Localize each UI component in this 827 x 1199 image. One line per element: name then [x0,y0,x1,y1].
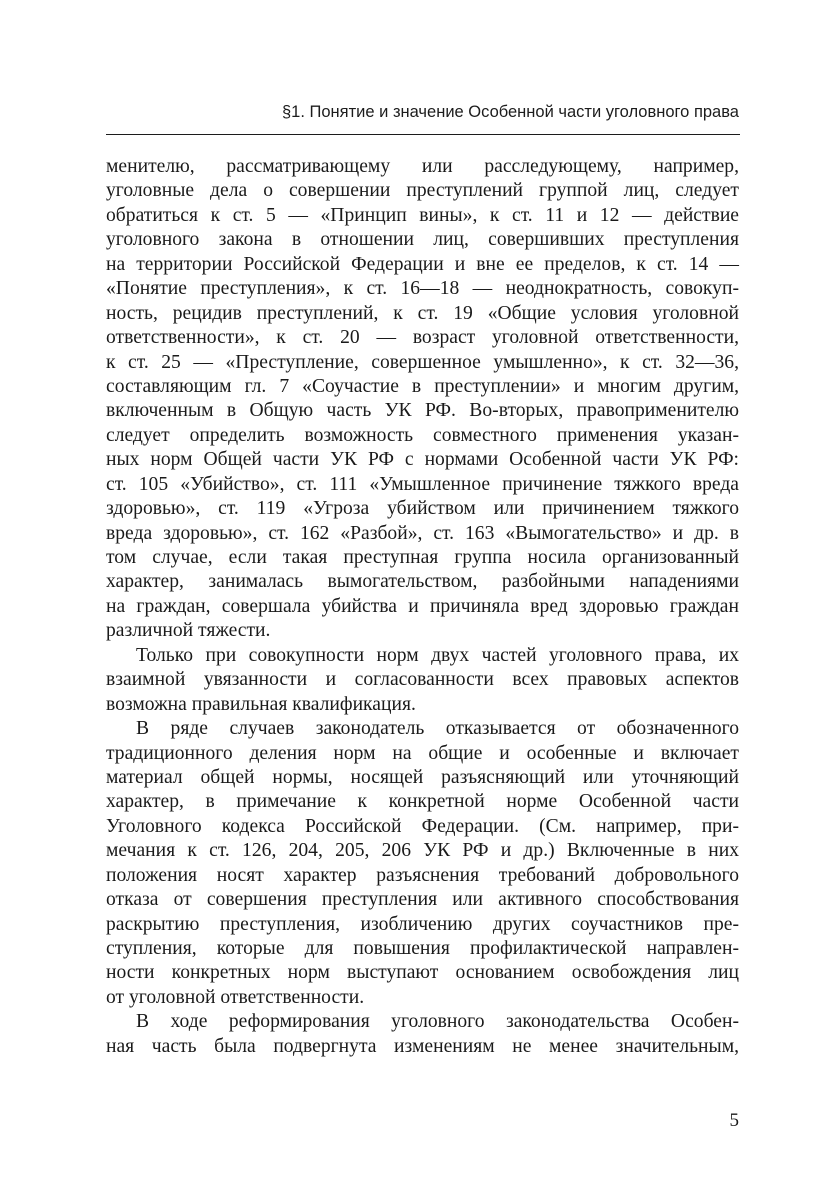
text-line: составляющим гл. 7 «Соучастие в преступлении» и многим другим, [106,375,739,397]
text-line: том случае, если такая преступная группа носила организованный [106,547,739,568]
text-line: следует определить возможность совместного применения указан- [106,424,739,446]
text-line: отказа от совершения преступления или активного способствования [106,889,739,911]
text-line: мечания к ст. 126, 204, 205, 206 УК РФ и др.) Включенные в них [106,840,739,862]
paragraph-end-line: возможна правильная квалификация. [106,693,416,715]
text-line: положения носят характер разъяснения требований добровольного [106,864,739,886]
text-line: ность, рецидив преступлений, к ст. 19 «Общие условия уголовной [106,302,739,324]
text-line: Уголовного кодекса Российской Федерации. (См. например, при- [106,815,739,837]
text-line: уголовного закона в отношении лиц, совершивших преступления [106,229,739,251]
text-line: ности конкретных норм выступают основанием освобождения лиц [106,962,739,984]
text-line: к ст. 25 — «Преступление, совершенное умышленно», к ст. 32—36, [106,351,739,373]
text-line: на территории Российской Федерации и вне ее пределов, к ст. 14 — [106,253,739,275]
text-line: менителю, рассматривающему или расследующему, например, [106,156,739,177]
paragraph-end-line: различной тяжести. [106,620,271,642]
text-line: ных норм Общей части УК РФ с нормами Особенной части УК РФ: [106,449,739,471]
paragraph-first-line: Только при совокупности норм двух частей уголовного права, их [136,644,739,666]
text-line: взаимной увязанности и согласованности всех правовых аспектов [106,669,739,691]
running-header: §1. Понятие и значение Особенной части уголовного права [282,103,739,121]
text-line: обратиться к ст. 5 — «Принцип вины», к ст. 11 и 12 — действие [106,204,739,226]
paragraph-first-line: В ходе реформирования уголовного законодательства Особен- [136,1011,739,1033]
text-line: на граждан, совершала убийства и причиняла вред здоровью граждан [106,595,739,617]
text-line: уголовные дела о совершении преступлений группой лиц, следует [106,180,739,202]
text-line: материал общей нормы, носящей разъясняющий или уточняющий [106,766,739,788]
page-number: 5 [729,1110,739,1131]
text-line: здоровью», ст. 119 «Угроза убийством или причинением тяжкого [106,498,739,520]
header-rule [106,134,740,135]
text-line: раскрытию преступления, изобличению других соучастников пре- [106,913,739,935]
text-line: ступления, которые для повышения профилактической направлен- [106,938,739,959]
text-line: «Понятие преступления», к ст. 16—18 — неоднократность, совокуп- [106,278,739,300]
paragraph-end-line: от уголовной ответственности. [106,986,365,1008]
body-text [106,155,739,1059]
text-line: ст. 105 «Убийство», ст. 111 «Умышленное причинение тяжкого вреда [106,473,739,495]
paragraph-first-line: В ряде случаев законодатель отказывается от обозначенного [136,718,739,740]
text-line: традиционного деления норм на общие и особенные и включает [106,742,739,764]
text-line: ответственности», к ст. 20 — возраст уголовной ответственности, [106,327,739,349]
text-line: характер, в примечание к конкретной норме Особенной части [106,791,739,813]
text-line: вреда здоровью», ст. 162 «Разбой», ст. 163 «Вымогательство» и др. в [106,522,739,544]
text-line: включенным в Общую часть УК РФ. Во-вторых, правоприменителю [106,400,739,422]
text-line: ная часть была подвергнута изменениям не менее значительным, [106,1035,739,1057]
text-line: характер, занималась вымогательством, разбойными нападениями [106,571,739,593]
